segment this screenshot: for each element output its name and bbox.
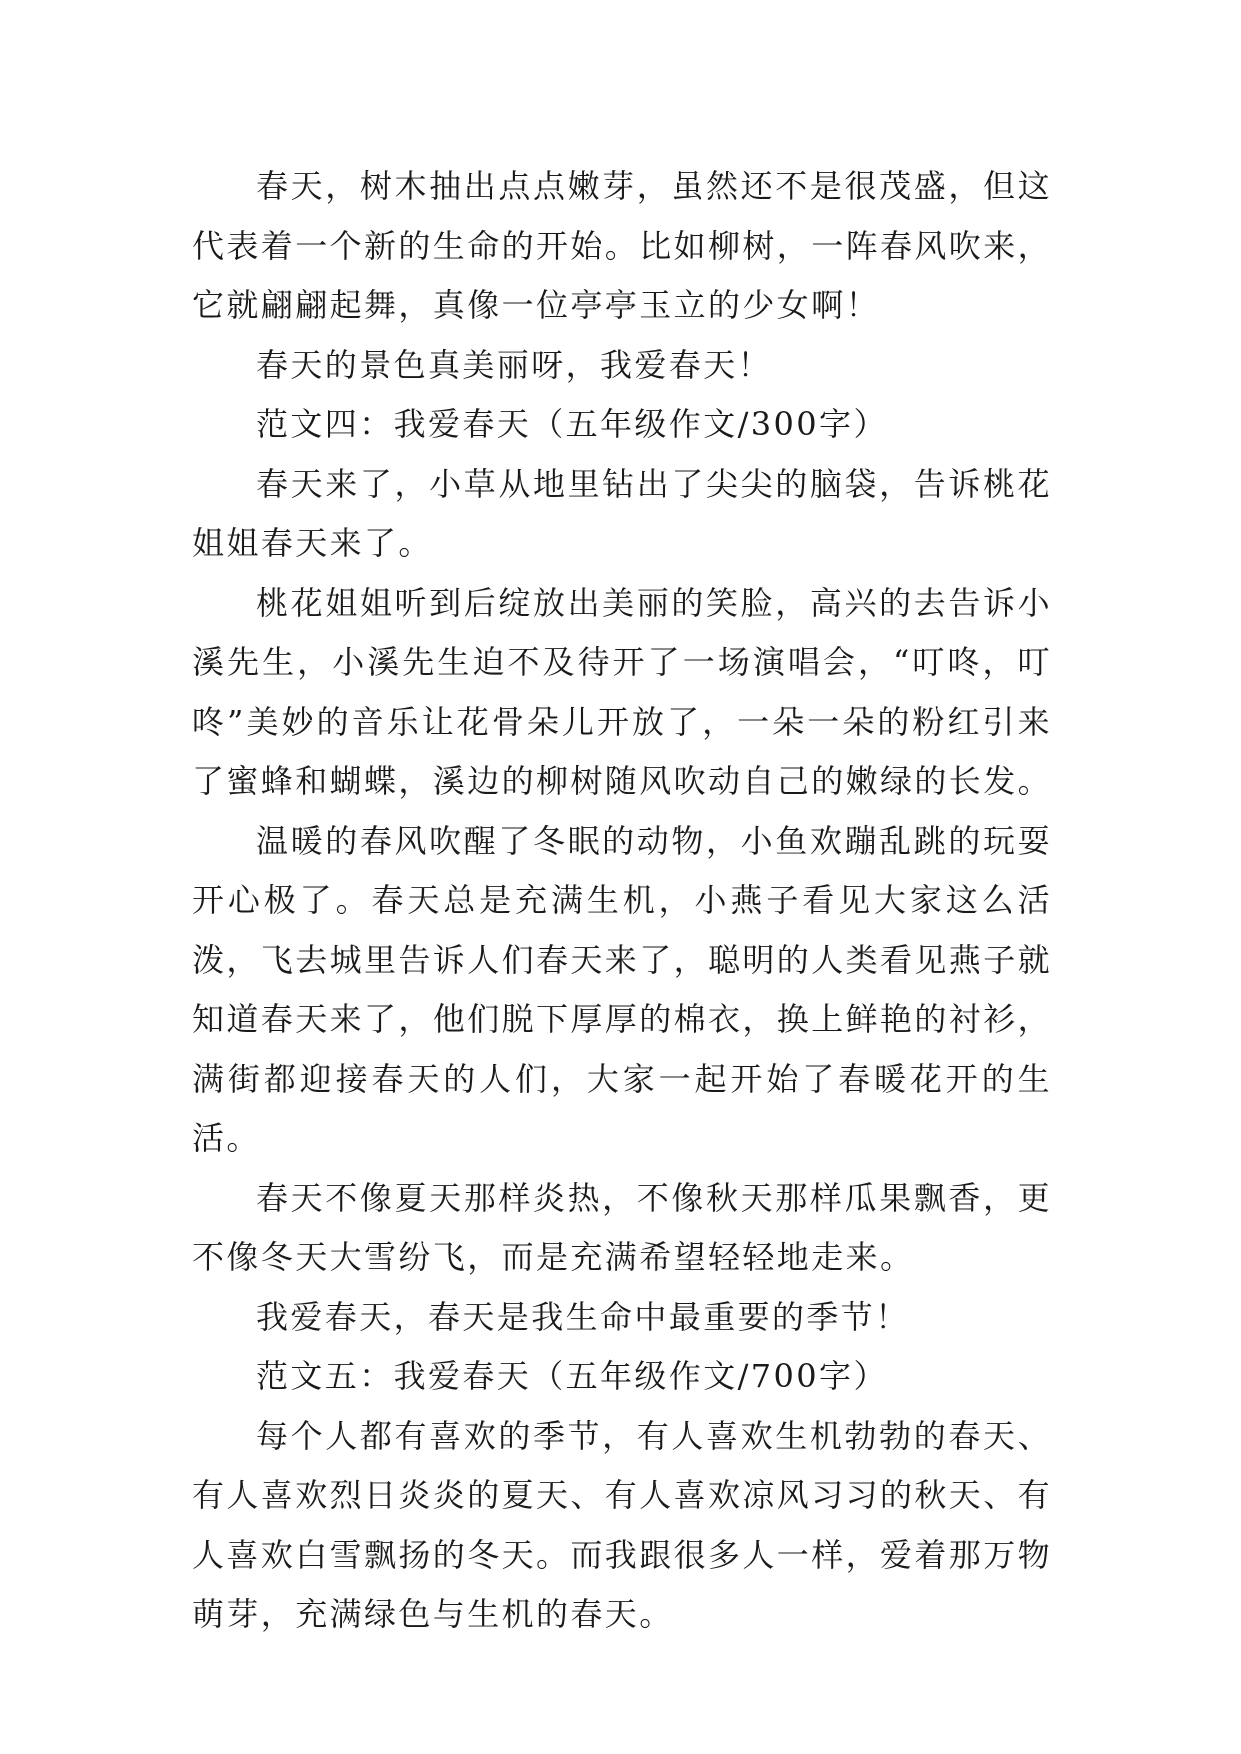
paragraph-seasons-compare: 春天不像夏天那样炎热，不像秋天那样瓜果飘香，更不像冬天大雪纷飞，而是充满希望轻轻地走来。: [192, 1178, 1052, 1276]
paragraph-spring-trees: 春天，树木抽出点点嫩芽，虽然还不是很茂盛，但这代表着一个新的生命的开始。比如柳树，一阵春风吹来，它就翩翩起舞，真像一位亭亭玉立的少女啊！: [192, 167, 1053, 324]
document-body: [192, 157, 1052, 1645]
paragraph-love-spring: 我爱春天，春天是我生命中最重要的季节！: [256, 1297, 910, 1336]
essay-heading-5: 范文五：我爱春天（五年级作文/700字）: [256, 1357, 888, 1395]
paragraph-grass: 春天来了，小草从地里钻出了尖尖的脑袋，告诉桃花姐姐春天来了。: [192, 464, 1052, 562]
paragraph-favorite-season: 每个人都有喜欢的季节，有人喜欢生机勃勃的春天、有人喜欢烈日炎炎的夏天、有人喜欢凉风习习的秋天、有人喜欢白雪飘扬的冬天。而我跟很多人一样，爱着那万物萌芽，充满绿色与生机的春天。: [192, 1416, 1053, 1633]
paragraph-spring-wind: 温暖的春风吹醒了冬眠的动物，小鱼欢蹦乱跳的玩耍开心极了。春天总是充满生机，小燕子看见大家这么活泼，飞去城里告诉人们春天来了，聪明的人类看见燕子就知道春天来了，他们脱下厚厚的棉衣，换上鲜艳的衬衫，满街都迎接春天的人们，大家一起开始了春暖花开的生活。: [192, 821, 1053, 1157]
paragraph-spring-scenery: 春天的景色真美丽呀，我爱春天！: [256, 345, 773, 384]
paragraph-peach-blossom: 桃花姐姐听到后绽放出美丽的笑脸，高兴的去告诉小溪先生，小溪先生迫不及待开了一场演唱会，“叮咚，叮咚”美妙的音乐让花骨朵儿开放了，一朵一朵的粉红引来了蜜蜂和蝴蝶，溪边的柳树随风吹动自己的嫩绿的长发。: [192, 583, 1053, 800]
essay-heading-4: 范文四：我爱春天（五年级作文/300字）: [256, 405, 888, 443]
